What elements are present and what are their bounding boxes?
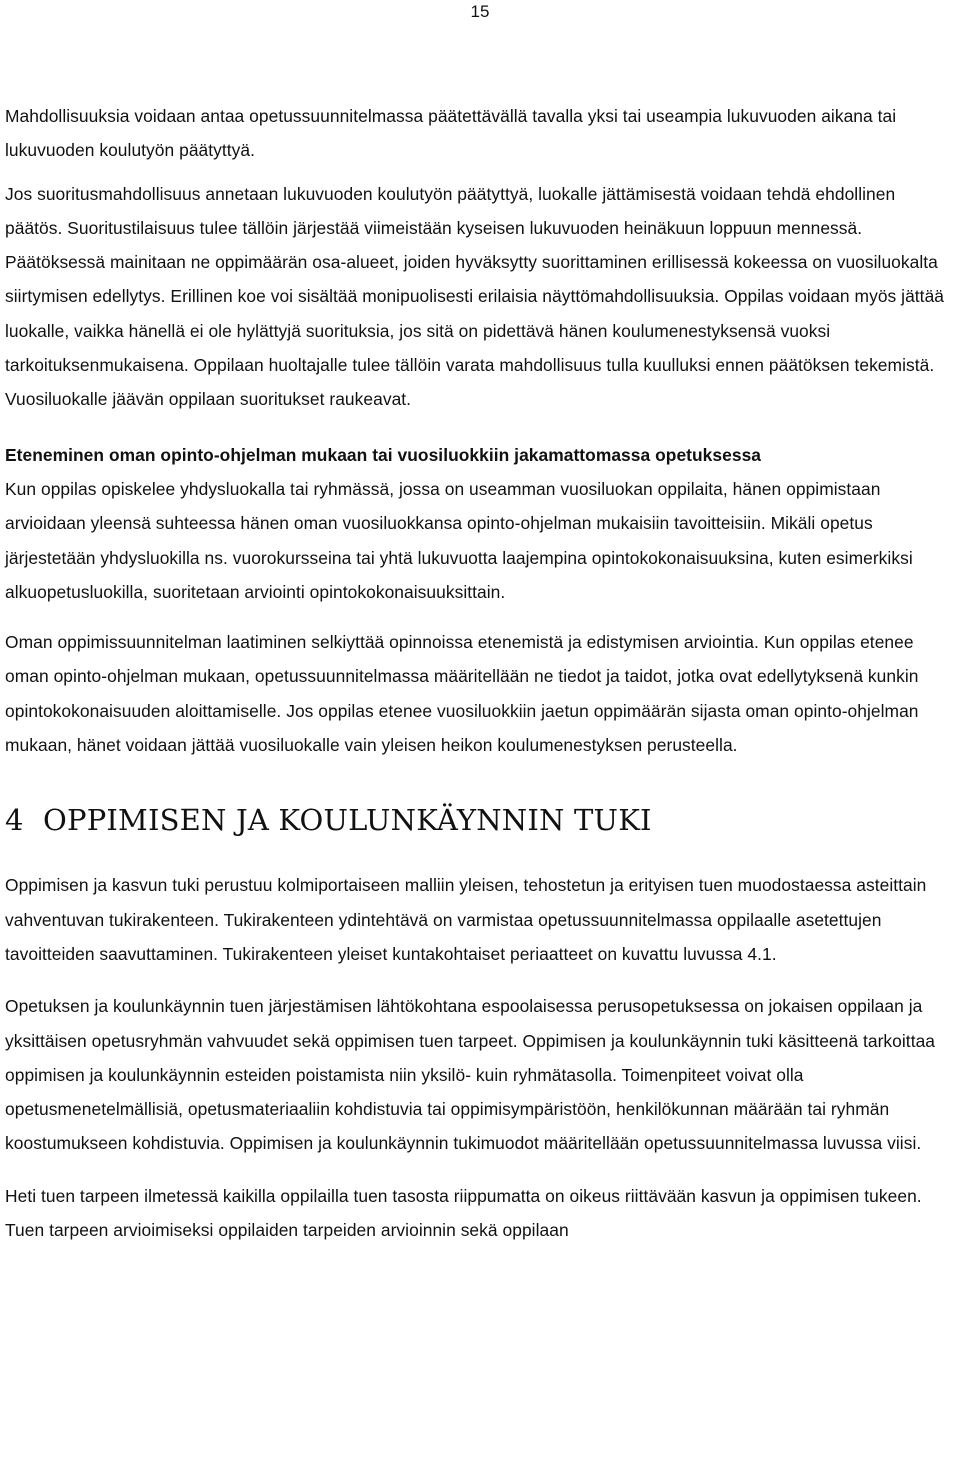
paragraph: Oppimisen ja kasvun tuki perustuu kolmiportaiseen malliin yleisen, tehostetun ja erityisen tuen muodostaessa asteittain vahventuvan tukirakenteen. Tukirakenteen ydintehtävä on varmistaa opetussuunnitelmassa oppilaalle asetettujen tavoitteiden saavuttaminen. Tukirakenteen yleiset kuntakohtaiset periaatteet on kuvattu luvussa 4.1. <box>5 875 927 964</box>
paragraph: Jos suoritusmahdollisuus annetaan lukuvuoden koulutyön päätyttyä, luokalle jättämisestä voidaan tehdä ehdollinen päätös. Suoritustilaisuus tulee tällöin järjestää viimeistään kyseisen lukuvuoden heinäkuun loppuun mennessä. Päätöksessä mainitaan ne oppimäärän osa-alueet, joiden hyväksytty suorittaminen erillisessä kokeessa on vuosiluokalta siirtymisen edellytys. Erillinen koe voi sisältää monipuolisesti erilaisia näyttömahdollisuuksia. Oppilas voidaan myös jättää luokalle, vaikka hänellä ei ole hylättyjä suorituksia, jos sitä on pidettävä hänen koulumenestyksensä vuoksi tarkoituksenmukaisena. Oppilaan huoltajalle tulee tällöin varata mahdollisuus tulla kuulluksi ennen päätöksen tekemistä. Vuosiluokalle jäävän oppilaan suoritukset raukeavat. <box>5 183 945 410</box>
chapter-number: 4 <box>5 803 24 838</box>
subheading: Eteneminen oman opinto-ohjelman mukaan tai vuosiluokkiin jakamattomassa opetuksessa <box>5 444 762 465</box>
page-number: 15 <box>470 2 490 21</box>
paragraph: Heti tuen tarpeen ilmetessä kaikilla oppilailla tuen tasosta riippumatta on oikeus riittävään kasvun ja oppimisen tukeen. Tuen tarpeen arvioimiseksi oppilaiden tarpeiden arvioinnin sekä oppilaan <box>5 1185 922 1241</box>
paragraph: Opetuksen ja koulunkäynnin tuen järjestämisen lähtökohtana espoolaisessa perusopetuksessa on jokaisen oppilaan ja yksittäisen opetusryhmän vahvuudet sekä oppimisen tuen tarpeet. Oppimisen ja koulunkäynnin tuki käsitteenä tarkoittaa oppimisen ja koulunkäynnin esteiden poistamista niin yksilö- kuin ryhmätasolla. Toimenpiteet voivat olla opetusmenetelmällisiä, opetusmateriaaliin kohdistuvia tai oppimisympäristöön, henkilökunnan määrään tai ryhmän koostumukseen kohdistuvia. Oppimisen ja koulunkäynnin tukimuodot määritellään opetussuunnitelmassa luvussa viisi. <box>5 996 936 1154</box>
document-body <box>5 99 955 1247</box>
paragraph-text: Kun oppilas opiskelee yhdysluokalla tai ryhmässä, jossa on useamman vuosiluokan oppilaita, hänen oppimistaan arvioidaan yleensä suhteessa hänen oman vuosiluokkansa opinto-ohjelman mukaisiin tavoitteisiin. Mikäli opetus järjestetään yhdysluokilla ns. vuorokursseina tai yhtä lukuvuotta laajempina opintokokonaisuuksina, kuten esimerkiksi alkuopetusluokilla, suoritetaan arviointi opintokokonaisuuksittain. <box>5 478 913 602</box>
section-paragraph <box>5 438 955 609</box>
chapter-title: OPPIMISEN JA KOULUNKÄYNNIN TUKI <box>43 803 652 838</box>
chapter-heading <box>5 800 955 840</box>
paragraph: Oman oppimissuunnitelman laatiminen selkiyttää opinnoissa etenemistä ja edistymisen arviointia. Kun oppilas etenee oman opinto-ohjelman mukaan, opetussuunnitelmassa määritellään ne tiedot ja taidot, jotka ovat edellytyksenä kunkin opintokokonaisuuden aloittamiselle. Jos oppilas etenee vuosiluokkiin jaetun oppimäärän sijasta oman opinto-ohjelman mukaan, hänet voidaan jättää vuosiluokalle vain yleisen heikon koulumenestyksen perusteella. <box>5 632 919 756</box>
paragraph: Mahdollisuuksia voidaan antaa opetussuunnitelmassa päätettävällä tavalla yksi tai useampia lukuvuoden aikana tai lukuvuoden koulutyön päätyttyä. <box>5 106 897 161</box>
